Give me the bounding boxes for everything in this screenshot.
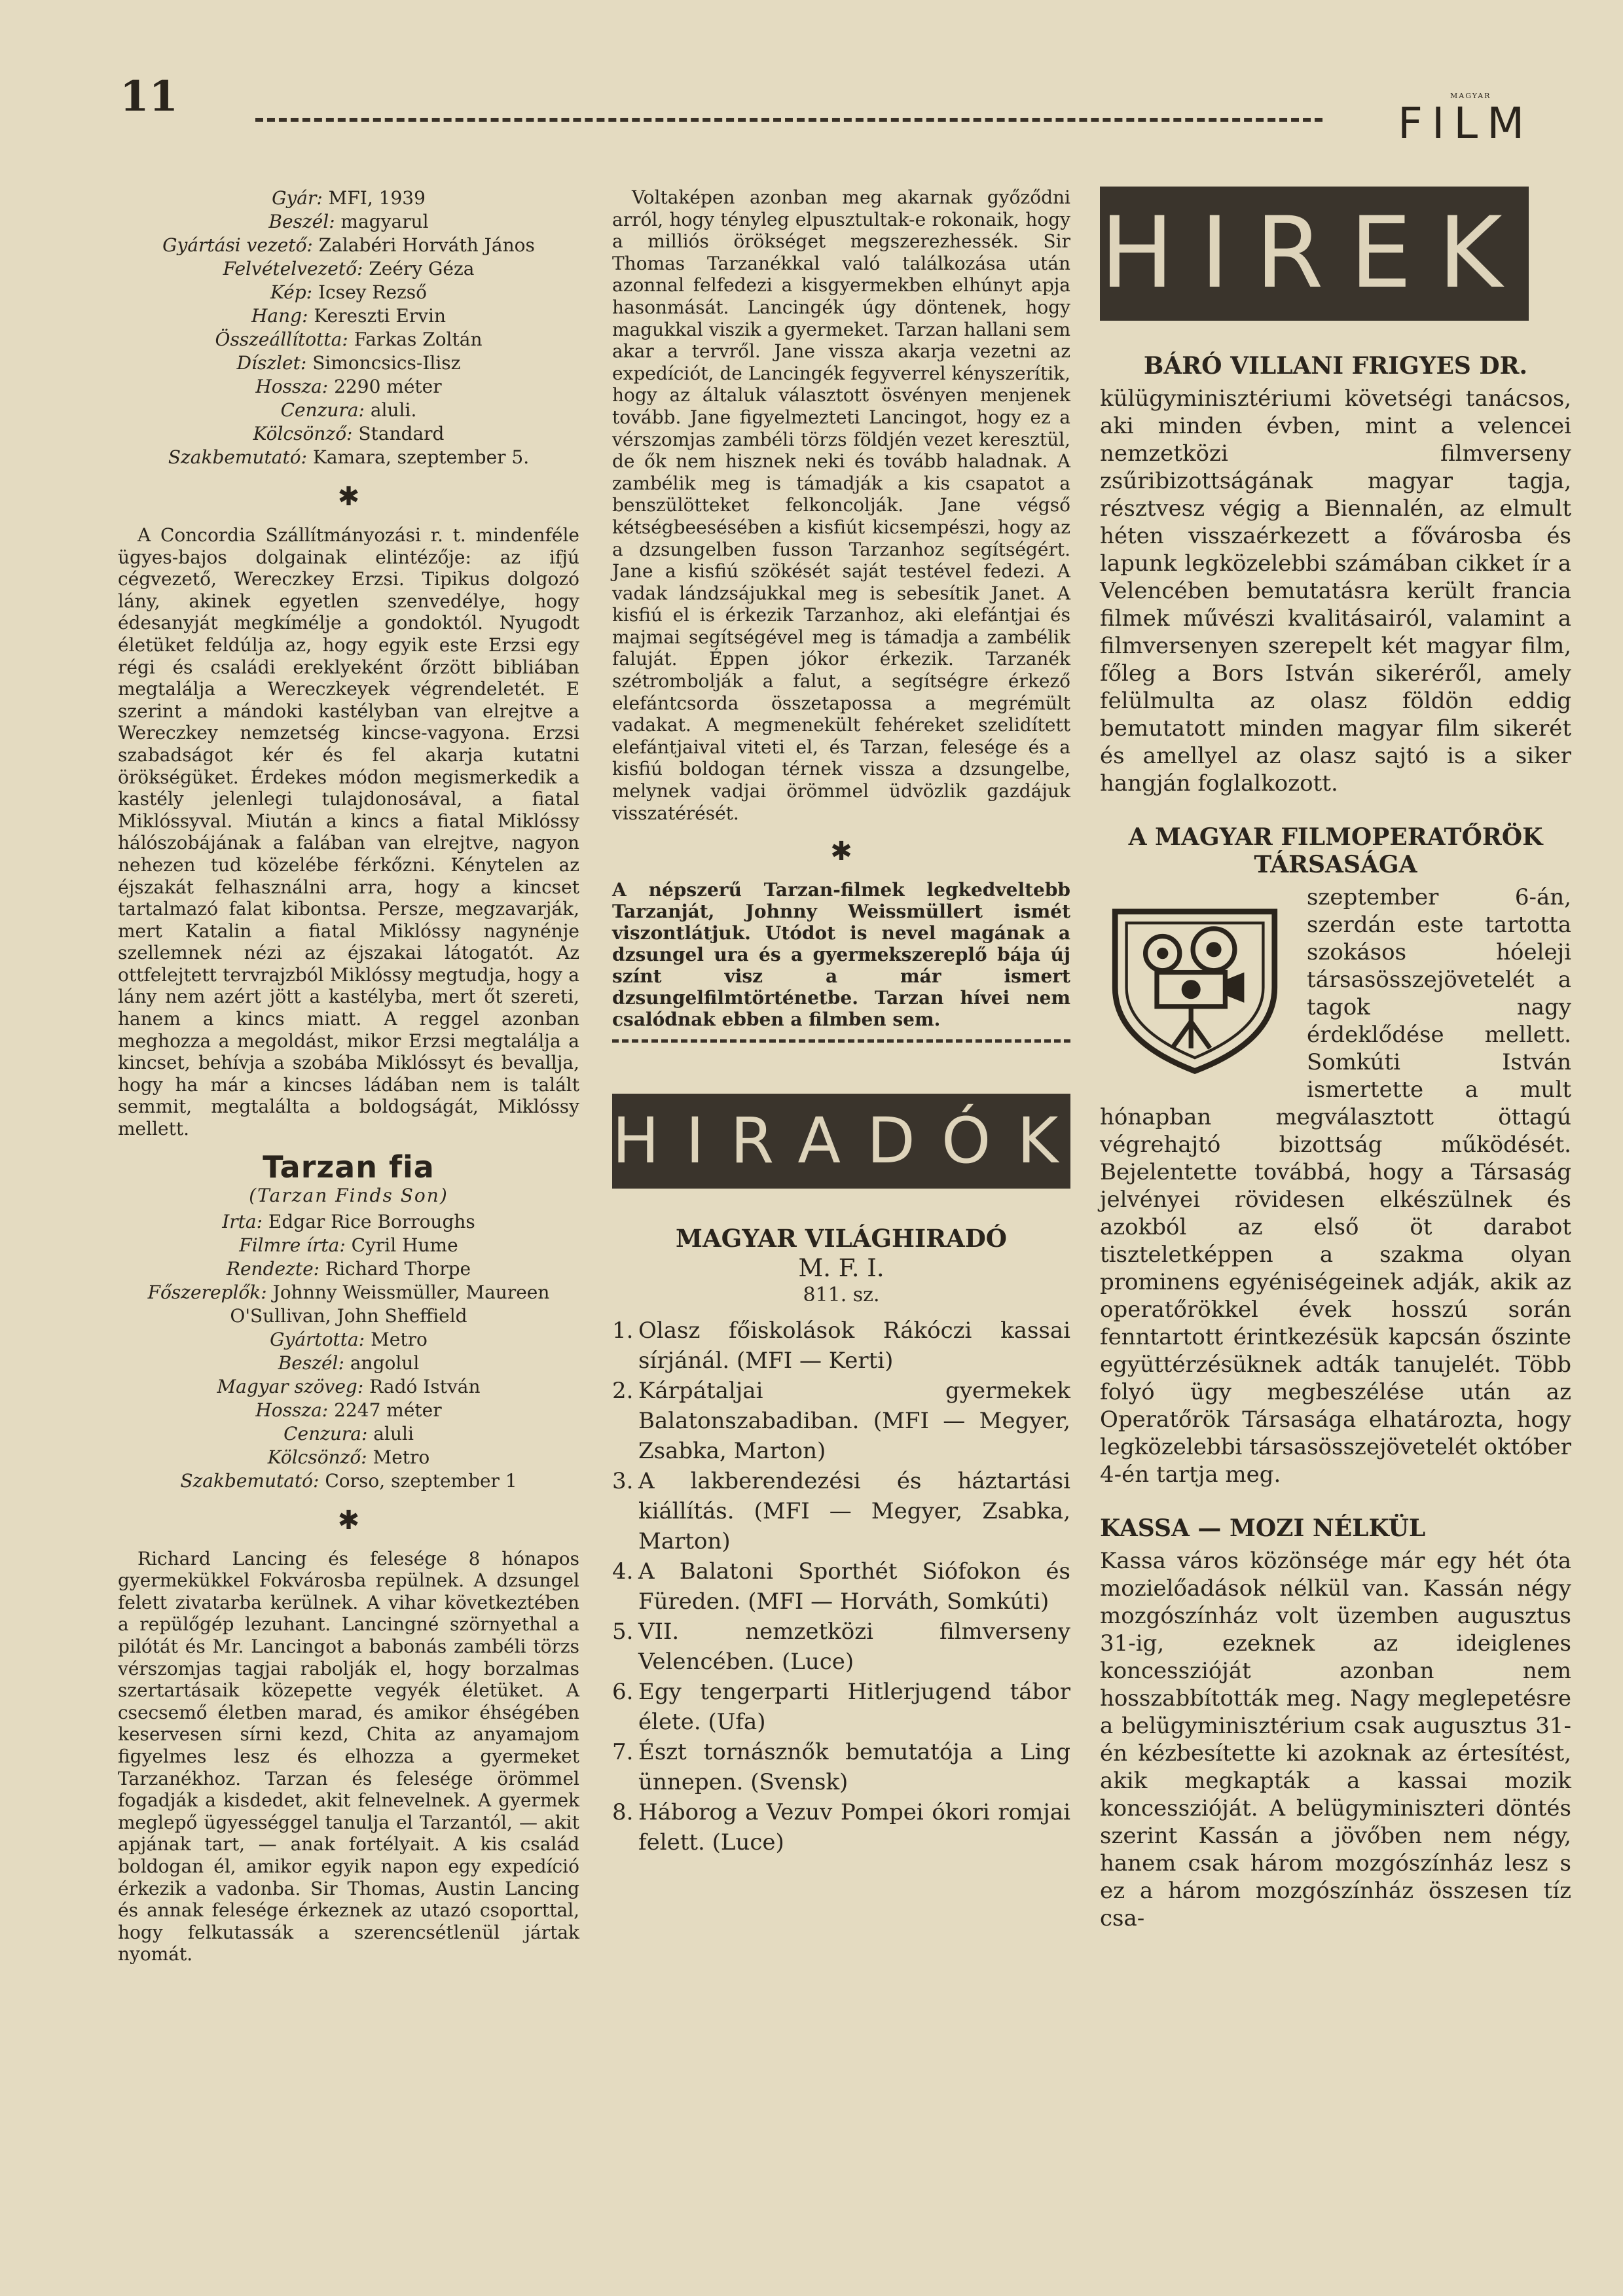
page-number: 11 — [120, 72, 179, 121]
credit-line — [118, 1210, 579, 1234]
credit-line — [118, 1328, 579, 1352]
section-heading-operators: A MAGYAR FILMOPERATŐRÖK TÁRSASÁGA — [1128, 823, 1543, 878]
list-item — [612, 1797, 1070, 1857]
credit-role: Rendezte: — [226, 1257, 320, 1280]
film-camera-shield-icon — [1100, 889, 1290, 1079]
credit-role: Hossza: — [255, 376, 329, 397]
star-separator: ✱ — [337, 1505, 360, 1535]
promo-rule — [612, 1039, 1070, 1043]
credit-role: Kép: — [270, 281, 313, 303]
item-text: Észt tornásznők bemutatója a Ling ünnepen. (Svensk) — [638, 1739, 1070, 1796]
credit-value: Richard Thorpe — [319, 1257, 471, 1280]
credit-value: MFI, 1939 — [322, 187, 426, 209]
credit-role: Főszereplők: — [147, 1281, 267, 1303]
item-number: 8. — [612, 1799, 634, 1826]
item-text: Kárpátaljai gyermekek Balatonszabadiban. (MFI — Megyer, Zsabka, Marton) — [638, 1378, 1070, 1465]
credit-value: Zeéry Géza — [363, 258, 475, 279]
column-left — [118, 187, 579, 1965]
masthead: FILM — [1398, 98, 1534, 149]
item-text: A lakberendezési és háztartási kiállítás. (MFI — Megyer, Zsabka, Marton) — [638, 1468, 1070, 1555]
column-middle — [612, 187, 1085, 1857]
item-number: 5. — [612, 1619, 634, 1645]
film-original-title: (Tarzan Finds Son) — [249, 1184, 448, 1206]
item-text: Olasz főiskolások Rákóczi kassai sírjánál. (MFI — Kerti) — [638, 1318, 1070, 1374]
credit-role: Szakbemutató: — [168, 446, 308, 468]
hirek-banner: HIREK — [1100, 187, 1529, 321]
credit-value: 2290 méter — [328, 376, 442, 397]
credit-value: Farkas Zoltán — [348, 329, 483, 350]
credit-line — [118, 1446, 579, 1469]
list-item — [612, 1737, 1070, 1797]
promo-text: A népszerű Tarzan-filmek legkedveltebb Tarzanját, Johnny Weissmüllert ismét viszontlátjuk. Utódot is nevel magának a dzsungel ura és a gyermekszereplő bája új színt visz a már ismert dzsungelfilmtörténetbe. Tarzan hívei nem csalódnak ebben a filmben sem. — [612, 879, 1070, 1031]
review-text-1: A Concordia Szállítmányozási r. t. mindenféle ügyes-bajos dolgainak elintézője: az ifjú cégvezető, Wereczkey Erzsi. Tipikus dolgozó lány, akinek egyetlen szenvedélye, hogy édesanyját megkímélje a gondoktól. Nyugodt életüket feldúlja az, hogy egyik este Erzsi egy régi és családi ereklyeként őrzött bibliában megtalálja a Wereczkeyek végrendeletét. E szerint a mándoki kastélyban van elrejtve a Wereczkey nemzetség kincse-vagyona. Erzsi szabadságot kér és fel akarja kutatni örökségüket. Érdekes módon megismerkedik a kastély jelenlegi tulajdonosával, a fiatal Miklóssyval. Miután a kincs a fiatal Miklóssy hálószobájának a falában van elrejtve, nagyon nehezen tud közelébe férkőzni. Kénytelen az éjszakát felhasználni arra, hogy a kincset tartalmazó falat kibontsa. Persze, megzavarják, mert Katalin a fiatal Miklóssy nagynénje szellemnek nézi az éjszakai látogatót. Az ottfelejtett tervrajzból Miklóssy megtudja, hogy a lány nem azért jött a kastélyba, mert őt szereti, hanem a kincs miatt. A reggel azonban meghozza a megoldást, mikor Erzsi megtalálja a kincset, behívja a szobába Miklóssyt és bevallja, hogy ha már a kincses ládában nem is talált semmit, megtalálta a boldogságát, Miklóssy mellett. — [118, 524, 579, 1140]
credit-role: Felvételvezető: — [223, 258, 363, 279]
credit-role: Hossza: — [255, 1399, 329, 1421]
credit-value: Metro — [365, 1328, 428, 1350]
item-text: Háborog a Vezuv Pompei ókori romjai felett. (Luce) — [638, 1799, 1070, 1856]
credit-line — [118, 234, 579, 257]
column-right — [1100, 187, 1571, 1932]
item-number: 1. — [612, 1318, 634, 1344]
credit-value: angolul — [344, 1352, 420, 1374]
hiradok-banner: HIRADÓK — [612, 1094, 1070, 1189]
credit-value: Icsey Rezső — [312, 281, 428, 303]
credit-line — [118, 1399, 579, 1422]
credit-value: 2247 méter — [328, 1399, 442, 1421]
credit-value: Cyril Hume — [345, 1234, 458, 1256]
credit-line — [118, 1352, 579, 1375]
credit-role: Cenzura: — [283, 1422, 368, 1444]
masthead-kicker: MAGYAR — [1450, 92, 1491, 100]
item-number: 7. — [612, 1739, 634, 1766]
item-text: A Balatoni Sporthét Siófokon és Füreden. (MFI — Horváth, Somkúti) — [638, 1558, 1070, 1615]
credit-value: Johnny Weissmüller, Maureen O'Sullivan, John Sheffield — [230, 1281, 550, 1327]
credit-value: aluli — [367, 1422, 414, 1444]
credit-line — [118, 375, 579, 399]
credit-role: Kölcsönző: — [267, 1446, 367, 1468]
credit-line — [118, 1469, 579, 1493]
credit-value: Corso, szeptember 1 — [319, 1469, 517, 1492]
credit-value: Simoncsics-Ilisz — [306, 352, 461, 374]
credit-line — [118, 1422, 579, 1446]
section-heading-kassa: KASSA — MOZI NÉLKÜL — [1100, 1515, 1426, 1542]
credit-role: Díszlet: — [236, 352, 307, 374]
credit-role: Beszél: — [278, 1352, 344, 1374]
credit-role: Gyár: — [272, 187, 323, 209]
list-item — [612, 1556, 1070, 1617]
credit-value: magyarul — [335, 211, 429, 232]
star-separator: ✱ — [830, 836, 852, 867]
section-text-operators: szeptember 6-án, szerdán este tartotta szokásos hóeleji társasösszejövetelét a tagok nagy érdeklődése mellett. Somkúti István ismertette a mult hónapban megválasztott öttagú végrehajtó bizottság működését. Bejelentette továbbá, hogy a Társaság jelvényei rövidesen elkészülnek és azokból az első öt darabot tiszteletképpen a szakma olyan prominens egyéniségeinek adják, akik az operatőrökkel évek hosszú során fenntartott érintkezésük kapcsán őszinte együttérzésüknek adták tanujelét. Több folyó ügy megbeszélése után az Operatőrök Társasága elhatározta, hogy legközelebbi társasösszejövetelét október 4-én tartja meg. — [1100, 884, 1571, 1488]
item-number: 3. — [612, 1468, 634, 1495]
list-item — [612, 1466, 1070, 1556]
credits-block-2 — [118, 1210, 579, 1493]
review-text-continued: Voltaképen azonban meg akarnak győződni arról, hogy tényleg elpusztultak-e rokonaik, hogy a milliós örökséget megszerezhessék. Sir Thomas Tarzanékkal való találkozása után azonnal felfedezi a kisgyermekben elhúnyt apja hasonmását. Lancingék úgy döntenek, hogy magukkal viszik a gyermeket. Tarzan hallani sem akar a tervről. Jane vissza akarja vezetni az expedíciót, de Lancingék fegyverrel kényszerítik, hogy az általuk választott ösvényen menjenek tovább. Jane figyelmezteti Lancingot, hogy ez a vérszomjas zambéli törzs földjén vezet keresztül, de ők nem hisznek neki és tovább haladnak. A zambélik meg is támadják a kis csapatot a benszülötteket felkoncolják. Jane végső kétségbeesésében a kisfiút kicsempészi, hogy az a dzsungelben fusson Tarzanhoz segítségért. Jane a kisfiú szökését saját testével fedezi. A vadak lándzsájukkal meg is sebesítik Janet. A kisfiú el is érkezik Tarzanhoz, aki elefántjai és majmai segítségével meg is támadja a zambélik faluját. Éppen jókor érkezik. Tarzanék szétrombolják a falut, a segítségre érkező elefántcsorda összetapossa a megrémült vadakat. A megmenekült fehéreket szelidített elefántjaival viteti el, és Tarzan, felesége és a kisfiú boldogan térnek vissza a dzsungelbe, melynek vadjai örömmel üdvözlik gazdájuk visszatérését. — [612, 187, 1070, 824]
credit-value: Edgar Rice Borroughs — [263, 1210, 475, 1232]
newsreel-issue: 811. sz. — [803, 1283, 880, 1307]
credit-role: Magyar szöveg: — [217, 1375, 364, 1397]
credit-line — [118, 399, 579, 422]
credit-role: Összeállította: — [215, 329, 348, 350]
credit-value: Zalabéri Horváth János — [312, 234, 535, 256]
credit-line — [118, 1375, 579, 1399]
credit-line — [118, 1257, 579, 1281]
list-item — [612, 1316, 1070, 1376]
credit-line — [118, 422, 579, 446]
section-heading-villani: BÁRÓ VILLANI FRIGYES DR. — [1143, 352, 1528, 380]
item-number: 6. — [612, 1679, 634, 1706]
item-number: 4. — [612, 1558, 634, 1585]
credit-value: Metro — [367, 1446, 430, 1468]
credit-role: Beszél: — [268, 211, 335, 232]
list-item — [612, 1617, 1070, 1677]
credit-value: aluli. — [364, 399, 417, 421]
newsreel-subtitle: M. F. I. — [798, 1254, 884, 1283]
credit-line — [118, 351, 579, 375]
credit-line — [118, 446, 579, 469]
credit-line — [118, 1234, 579, 1257]
credit-line — [118, 257, 579, 281]
list-item — [612, 1677, 1070, 1737]
list-item — [612, 1376, 1070, 1466]
newsreel-title: MAGYAR VILÁGHIRADÓ — [675, 1224, 1008, 1253]
credit-role: Kölcsönző: — [253, 423, 353, 444]
credit-line — [118, 328, 579, 351]
item-number: 2. — [612, 1378, 634, 1405]
item-text: Egy tengerparti Hitlerjugend tábor élete. (Ufa) — [638, 1679, 1070, 1736]
film-title: Tarzan fia — [263, 1149, 435, 1185]
credit-role: Cenzura: — [280, 399, 365, 421]
credit-value: Kereszti Ervin — [308, 305, 446, 327]
header-rule — [255, 118, 1322, 122]
credits-block-1 — [118, 187, 579, 469]
item-text: VII. nemzetközi filmverseny Velencében. (Luce) — [638, 1619, 1070, 1676]
section-text-villani: külügyminisztériumi követségi tanácsos, aki minden évben, mint a velencei nemzetközi filmverseny zsűribizottságának magyar tagja, résztvesz végig a Biennalén, az elmult héten visszaérkezett a fővárosba és lapunk legközelebbi számában cikket ír a Velencében bemutatásra került francia filmek művészi kvalitásairól, valamint a filmversenyen szerepelt két magyar film, főleg a Bors István sikeréről, amely felülmulta az olasz földön eddig bemutatott minden magyar film sikerét és amellyel az olasz sajtó is a siker hangján foglalkozott. — [1100, 386, 1571, 797]
section-text-kassa: Kassa város közönsége már egy hét óta mozielőadások nélkül van. Kassán négy mozgószínház volt üzemben augusztus 31-ig, ezeknek az ideiglenes koncesszióját azonban nem hosszabbították meg. Nagy meglepetésre a belügyminisztérium csak augusztus 31-én kézbesítette ki azoknak az értesítést, akik megkapták a kassai mozik koncesszióját. A belügyminiszteri döntés szerint Kassán a jövőben nem négy, hanem csak három mozgószínház lesz s ez a három mozgószínház összesen tíz csa- — [1100, 1548, 1571, 1931]
credit-line — [118, 187, 579, 210]
credit-role: Gyártotta: — [270, 1328, 365, 1350]
credit-role: Irta: — [222, 1210, 263, 1232]
credit-line — [118, 281, 579, 304]
credit-line — [118, 304, 579, 328]
newsreel-list — [612, 1316, 1070, 1857]
star-separator: ✱ — [337, 482, 360, 512]
credit-value: Radó István — [363, 1375, 481, 1397]
credit-line — [118, 210, 579, 234]
credit-role: Hang: — [251, 305, 308, 327]
credit-value: Standard — [352, 423, 445, 444]
credit-role: Gyártási vezető: — [162, 234, 313, 256]
review-text-2: Richard Lancing és felesége 8 hónapos gyermekükkel Fokvárosba repülnek. A dzsungel felett zivatarba kerülnek. A vihar következtében a repülőgép lezuhant. Lancingné szörnyethal a pilótát és Mr. Lancingot a babonás zambéli törzs vérszomjas tagjai rabolják el, hogy borzalmas szertartásaik közepette vegyék életüket. A csecsemő életben marad, és amikor éhségében keservesen sírni kezd, Chita az anyamajom figyelmes lesz és elhozza a gyermeket Tarzanékhoz. Tarzan és felesége örömmel fogadják a kisdedet, akit felnevelnek. A gyermek meglepő ügyességgel tanulja el Tarzantól, — akit apjának tart, — anak fortélyait. A kis család boldogan él, amikor egyik napon egy expedíció érkezik a vadonba. Sir Thomas, Austin Lancing és annak felesége érkeznek az utazó csoporttal, hogy felkutassák a szerencsétlenül jártak nyomát. — [118, 1547, 579, 1965]
credit-value: Kamara, szeptember 5. — [307, 446, 530, 468]
credit-role: Filmre írta: — [239, 1234, 346, 1256]
credit-line — [118, 1281, 579, 1328]
credit-role: Szakbemutató: — [180, 1469, 319, 1492]
